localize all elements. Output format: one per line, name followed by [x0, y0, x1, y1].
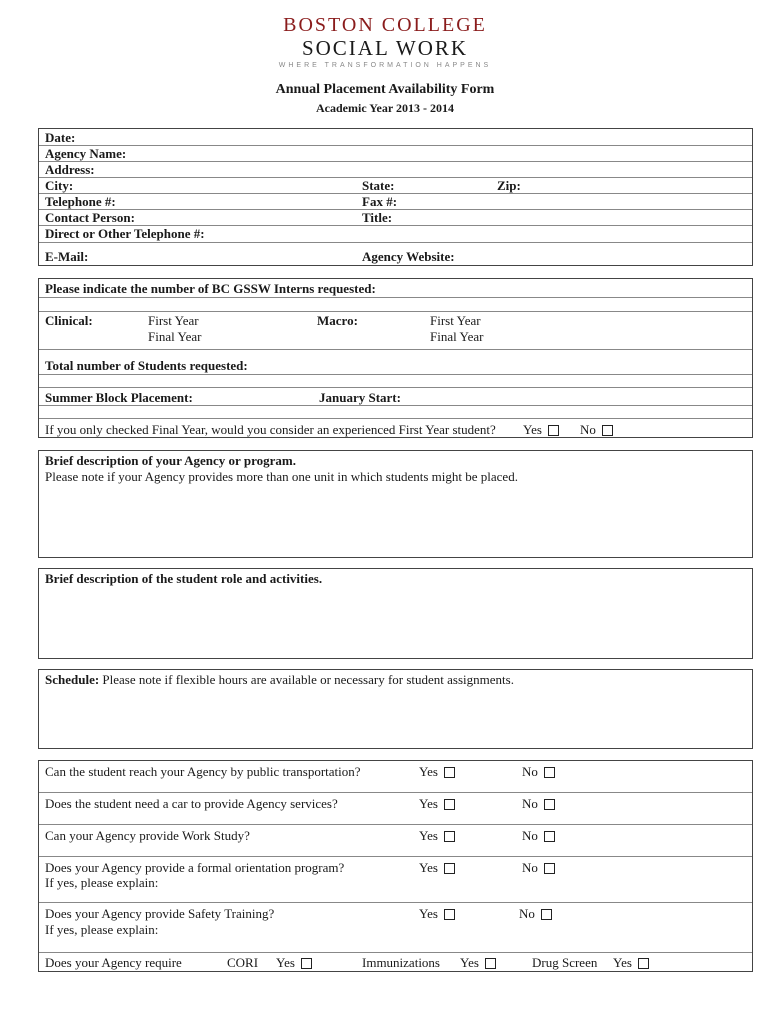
clinical-first-year[interactable]: First Year [148, 313, 199, 328]
cori-label: CORI [227, 955, 259, 970]
cori-yes-checkbox[interactable] [301, 958, 312, 969]
no-label: No [522, 764, 538, 779]
clinical-final-year[interactable]: Final Year [148, 329, 202, 344]
interns-section [38, 278, 753, 438]
yes-checkbox[interactable] [444, 799, 455, 810]
consider-yes-option[interactable] [523, 422, 559, 437]
school-logo [0, 14, 770, 72]
total-students-row[interactable] [39, 350, 752, 375]
agency-name-row[interactable] [39, 146, 752, 162]
no-label: No [522, 796, 538, 811]
question-yes-option[interactable] [419, 828, 455, 843]
no-checkbox[interactable] [541, 909, 552, 920]
question-yes-option[interactable] [419, 860, 455, 875]
question-text: Does your Agency provide Safety Training? [45, 906, 275, 921]
january-start-label: January Start: [319, 390, 401, 405]
consider-yes-label: Yes [523, 422, 542, 437]
consider-yes-checkbox[interactable] [548, 425, 559, 436]
interns-spacer-3 [39, 406, 752, 419]
yes-checkbox[interactable] [444, 863, 455, 874]
contact-info-section [38, 128, 753, 266]
question-explain: If yes, please explain: [45, 922, 159, 937]
drug-screen-label: Drug Screen [532, 955, 598, 970]
requirements-row [39, 953, 752, 973]
first-year-consider-question: If you only checked Final Year, would you consider an experienced First Year student? [45, 422, 496, 437]
student-role-box[interactable] [38, 568, 753, 659]
date-label: Date: [45, 130, 76, 145]
question-yes-option[interactable] [419, 764, 455, 779]
schedule-note: Please note if flexible hours are available or necessary for student assignments. [102, 672, 514, 687]
city-label: City: [45, 178, 74, 193]
interns-heading-row [39, 279, 752, 298]
direct-phone-label: Direct or Other Telephone #: [45, 226, 205, 241]
telephone-label: Telephone #: [45, 194, 116, 209]
student-role-heading: Brief description of the student role and activities. [45, 571, 323, 586]
question-no-option[interactable] [519, 906, 552, 921]
questions-section [38, 760, 753, 972]
immunizations-yes-option[interactable] [460, 955, 496, 970]
agency-description-heading: Brief description of your Agency or program. [45, 453, 296, 468]
no-label: No [522, 860, 538, 875]
total-students-label: Total number of Students requested: [45, 358, 248, 373]
schedule-heading: Schedule: [45, 672, 100, 687]
macro-final-year[interactable]: Final Year [430, 329, 484, 344]
schedule-box[interactable] [38, 669, 753, 749]
macro-first-year[interactable]: First Year [430, 313, 481, 328]
fax-label: Fax #: [362, 194, 398, 209]
title-label: Title: [362, 210, 393, 225]
question-text: Can the student reach your Agency by public transportation? [45, 764, 361, 779]
interns-spacer-1 [39, 298, 752, 312]
yes-label: Yes [419, 906, 438, 921]
drug-screen-yes-label: Yes [613, 955, 632, 970]
agency-name-label: Agency Name: [45, 146, 127, 161]
immunizations-yes-label: Yes [460, 955, 479, 970]
yes-label: Yes [419, 796, 438, 811]
question-row [39, 825, 752, 857]
logo-line-2: SOCIAL WORK [301, 36, 469, 60]
telephone-row[interactable] [39, 194, 752, 210]
question-row [39, 761, 752, 793]
yes-label: Yes [419, 828, 438, 843]
start-options-row[interactable] [39, 388, 752, 406]
question-text: Does the student need a car to provide Agency services? [45, 796, 338, 811]
no-checkbox[interactable] [544, 767, 555, 778]
question-no-option[interactable] [522, 796, 555, 811]
website-label: Agency Website: [362, 249, 455, 264]
state-label: State: [362, 178, 395, 193]
immunizations-label: Immunizations [362, 955, 440, 970]
email-row[interactable] [39, 243, 752, 267]
form-subtitle: Academic Year 2013 - 2014 [316, 101, 454, 115]
no-label: No [522, 828, 538, 843]
summer-block-label: Summer Block Placement: [45, 390, 193, 405]
interns-spacer-2 [39, 375, 752, 388]
question-yes-option[interactable] [419, 906, 455, 921]
immunizations-yes-checkbox[interactable] [485, 958, 496, 969]
question-no-option[interactable] [522, 860, 555, 875]
question-yes-option[interactable] [419, 796, 455, 811]
agency-description-box[interactable] [38, 450, 753, 558]
contact-person-label: Contact Person: [45, 210, 135, 225]
question-explain: If yes, please explain: [45, 875, 159, 890]
drug-screen-yes-checkbox[interactable] [638, 958, 649, 969]
macro-label: Macro: [317, 313, 358, 328]
city-row[interactable] [39, 178, 752, 194]
consider-no-label: No [580, 422, 596, 437]
cori-yes-option[interactable] [276, 955, 312, 970]
question-no-option[interactable] [522, 764, 555, 779]
yes-checkbox[interactable] [444, 909, 455, 920]
logo-tagline: WHERE TRANSFORMATION HAPPENS [278, 62, 492, 69]
email-label: E-Mail: [45, 249, 89, 264]
date-row[interactable] [39, 129, 752, 146]
question-text: Does your Agency provide a formal orientation program? [45, 860, 345, 875]
contact-person-row[interactable] [39, 210, 752, 226]
interns-heading: Please indicate the number of BC GSSW Interns requested: [45, 281, 376, 296]
no-checkbox[interactable] [544, 831, 555, 842]
consider-no-checkbox[interactable] [602, 425, 613, 436]
no-label: No [519, 906, 535, 921]
cori-yes-label: Yes [276, 955, 295, 970]
question-row [39, 903, 752, 953]
first-year-consider-row [39, 419, 752, 439]
consider-no-option[interactable] [580, 422, 613, 437]
address-row[interactable] [39, 162, 752, 178]
agency-description-note: Please note if your Agency provides more than one unit in which students might be placed. [45, 469, 518, 484]
requirements-label: Does your Agency require [45, 955, 182, 970]
no-checkbox[interactable] [544, 863, 555, 874]
clinical-label: Clinical: [45, 313, 93, 328]
zip-label: Zip: [497, 178, 521, 193]
no-checkbox[interactable] [544, 799, 555, 810]
direct-phone-row[interactable] [39, 226, 752, 243]
question-row [39, 793, 752, 825]
address-label: Address: [45, 162, 95, 177]
question-row [39, 857, 752, 903]
yes-label: Yes [419, 764, 438, 779]
question-text: Can your Agency provide Work Study? [45, 828, 250, 843]
drug-screen-yes-option[interactable] [613, 955, 649, 970]
form-title: Annual Placement Availability Form [275, 82, 495, 97]
clinical-macro-row[interactable] [39, 312, 752, 350]
logo-line-1: BOSTON COLLEGE [283, 14, 487, 36]
yes-checkbox[interactable] [444, 831, 455, 842]
yes-label: Yes [419, 860, 438, 875]
yes-checkbox[interactable] [444, 767, 455, 778]
question-no-option[interactable] [522, 828, 555, 843]
